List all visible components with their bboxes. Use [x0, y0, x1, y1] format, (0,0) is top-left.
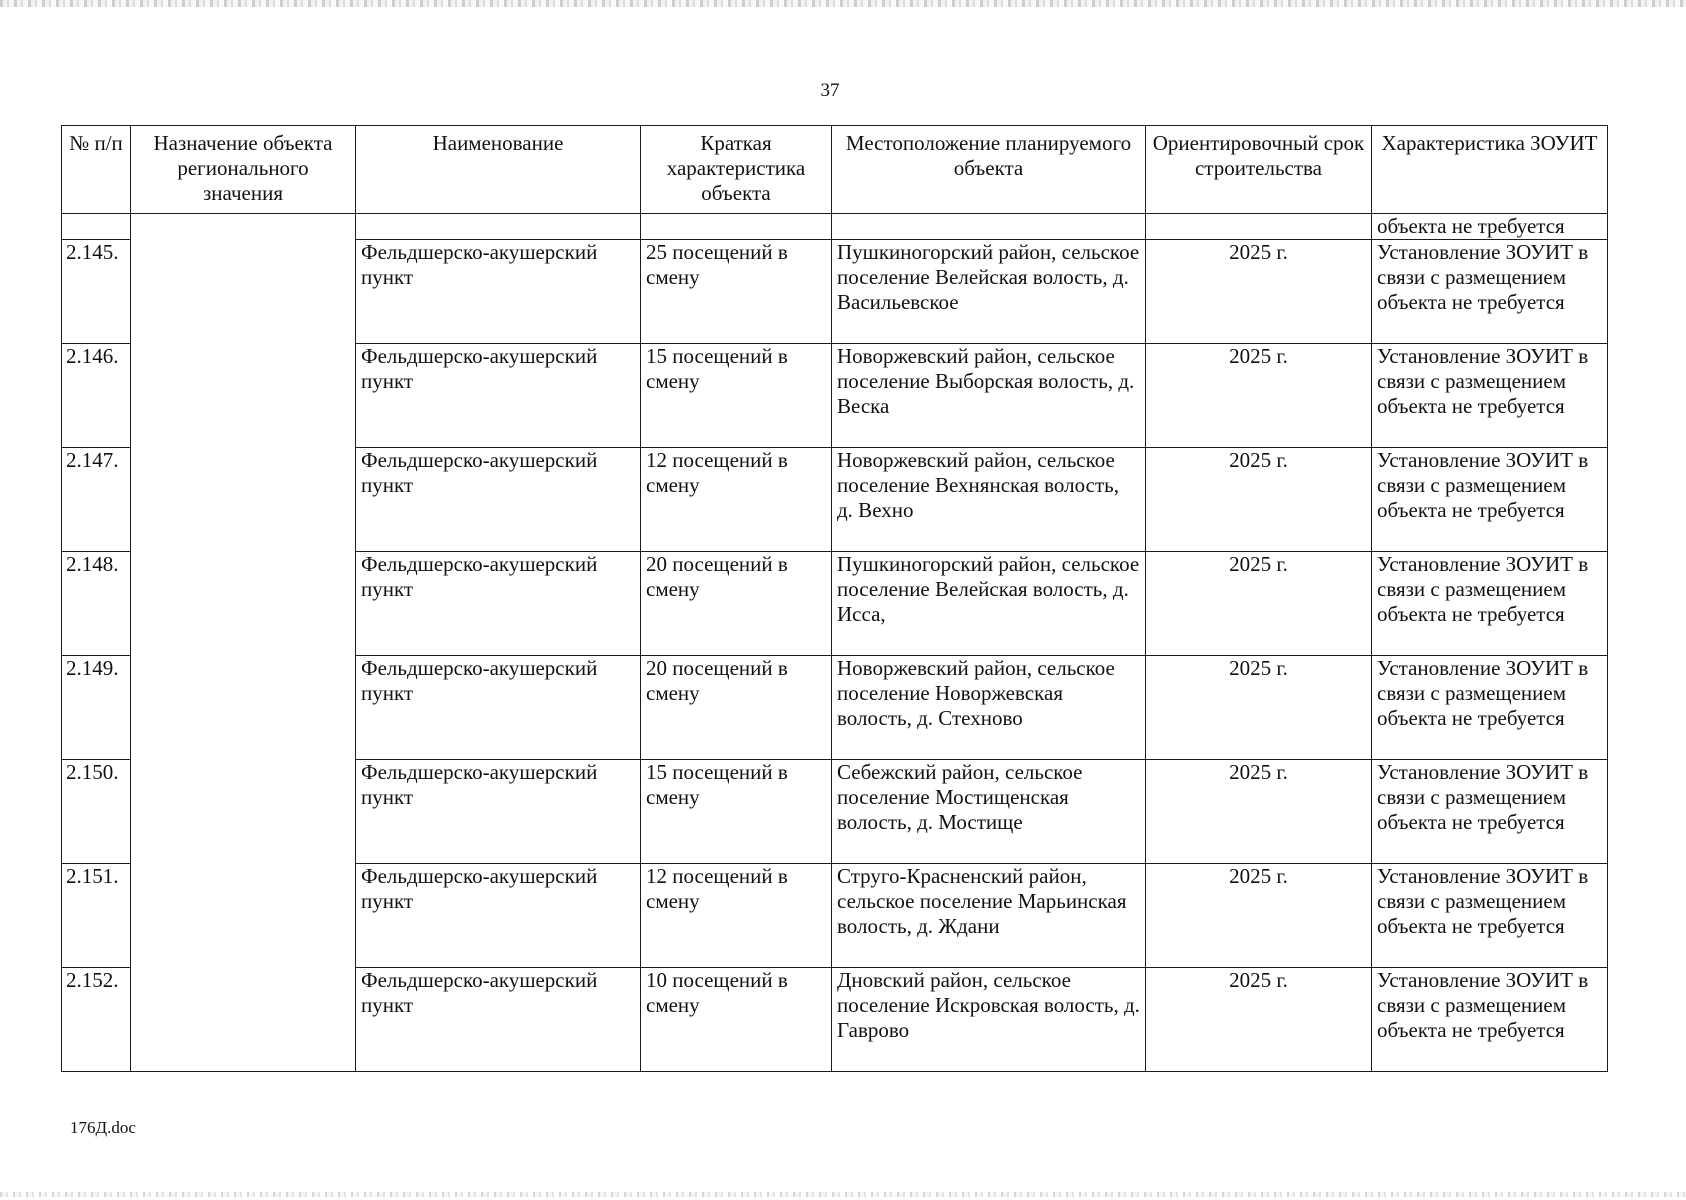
cell-num: 2.147.: [62, 448, 131, 552]
cell-name: Фельдшерско-акушерский пункт: [356, 240, 641, 344]
cell-name: Фельдшерско-акушерский пункт: [356, 656, 641, 760]
cell-name: Фельдшерско-акушерский пункт: [356, 552, 641, 656]
cell-location: Себежский район, сельское поселение Мостищенская волость, д. Мостище: [832, 760, 1146, 864]
cell-term: 2025 г.: [1146, 240, 1372, 344]
cell-name: Фельдшерско-акушерский пункт: [356, 448, 641, 552]
cell-brief: 12 посещений в смену: [641, 448, 832, 552]
continuation-row: [62, 214, 1608, 240]
cell-name: Фельдшерско-акушерский пункт: [356, 344, 641, 448]
cell-location: Струго-Красненский район, сельское поселение Марьинская волость, д. Ждани: [832, 864, 1146, 968]
cell-num: 2.151.: [62, 864, 131, 968]
cell-name: Фельдшерско-акушерский пункт: [356, 864, 641, 968]
cell-location: Дновский район, сельское поселение Искровская волость, д. Гаврово: [832, 968, 1146, 1072]
cell-zouit: Установление ЗОУИТ в связи с размещением объекта не требуется: [1372, 760, 1608, 864]
cell-zouit: Установление ЗОУИТ в связи с размещением объекта не требуется: [1372, 448, 1608, 552]
cell-location: [832, 214, 1146, 240]
cell-zouit: Установление ЗОУИТ в связи с размещением объекта не требуется: [1372, 864, 1608, 968]
cell-term: [1146, 214, 1372, 240]
header-location: Местоположение планируемого объекта: [832, 126, 1146, 214]
cell-zouit: Установление ЗОУИТ в связи с размещением объекта не требуется: [1372, 552, 1608, 656]
header-row: [62, 126, 1608, 214]
scan-edge-bottom: [0, 1192, 1686, 1197]
header-purpose: Назначение объекта регионального значения: [131, 126, 356, 214]
cell-num: 2.146.: [62, 344, 131, 448]
header-term: Ориентировочный срок строительства: [1146, 126, 1372, 214]
page-number: 37: [820, 80, 840, 101]
cell-brief: 12 посещений в смену: [641, 864, 832, 968]
cell-num: 2.149.: [62, 656, 131, 760]
cell-brief: 10 посещений в смену: [641, 968, 832, 1072]
table-header: [62, 126, 1608, 214]
cell-zouit: Установление ЗОУИТ в связи с размещением объекта не требуется: [1372, 240, 1608, 344]
cell-term: 2025 г.: [1146, 656, 1372, 760]
cell-zouit: Установление ЗОУИТ в связи с размещением объекта не требуется: [1372, 656, 1608, 760]
cell-zouit: Установление ЗОУИТ в связи с размещением объекта не требуется: [1372, 344, 1608, 448]
cell-num: 2.150.: [62, 760, 131, 864]
header-name: Наименование: [356, 126, 641, 214]
cell-term: 2025 г.: [1146, 760, 1372, 864]
cell-num: 2.152.: [62, 968, 131, 1072]
cell-brief: 15 посещений в смену: [641, 760, 832, 864]
objects-table: [61, 125, 1608, 1072]
cell-brief: 15 посещений в смену: [641, 344, 832, 448]
cell-name: Фельдшерско-акушерский пункт: [356, 760, 641, 864]
cell-brief: 20 посещений в смену: [641, 552, 832, 656]
cell-location: Новоржевский район, сельское поселение Выборская волость, д. Веска: [832, 344, 1146, 448]
cell-brief: [641, 214, 832, 240]
cell-brief: 25 посещений в смену: [641, 240, 832, 344]
table-body: [62, 214, 1608, 1072]
cell-brief: 20 посещений в смену: [641, 656, 832, 760]
cell-name: [356, 214, 641, 240]
cell-name: Фельдшерско-акушерский пункт: [356, 968, 641, 1072]
cell-location: Пушкиногорский район, сельское поселение Велейская волость, д. Исса,: [832, 552, 1146, 656]
cell-num: 2.148.: [62, 552, 131, 656]
cell-term: 2025 г.: [1146, 552, 1372, 656]
cell-location: Новоржевский район, сельское поселение Вехнянская волость, д. Вехно: [832, 448, 1146, 552]
cell-term: 2025 г.: [1146, 344, 1372, 448]
header-brief: Краткая характеристика объекта: [641, 126, 832, 214]
cell-location: Пушкиногорский район, сельское поселение Велейская волость, д. Васильевское: [832, 240, 1146, 344]
cell-term: 2025 г.: [1146, 968, 1372, 1072]
cell-num: 2.145.: [62, 240, 131, 344]
cell-term: 2025 г.: [1146, 864, 1372, 968]
header-num: № п/п: [62, 126, 131, 214]
cell-location: Новоржевский район, сельское поселение Новоржевская волость, д. Стехново: [832, 656, 1146, 760]
cell-zouit: Установление ЗОУИТ в связи с размещением объекта не требуется: [1372, 968, 1608, 1072]
cell-num: [62, 214, 131, 240]
cell-zouit: объекта не требуется: [1372, 214, 1608, 240]
header-zouit: Характеристика ЗОУИТ: [1372, 126, 1608, 214]
cell-purpose: [131, 214, 356, 1072]
cell-term: 2025 г.: [1146, 448, 1372, 552]
scan-edge-top: [0, 0, 1686, 7]
footer-filename: 176Д.doc: [70, 1118, 136, 1137]
